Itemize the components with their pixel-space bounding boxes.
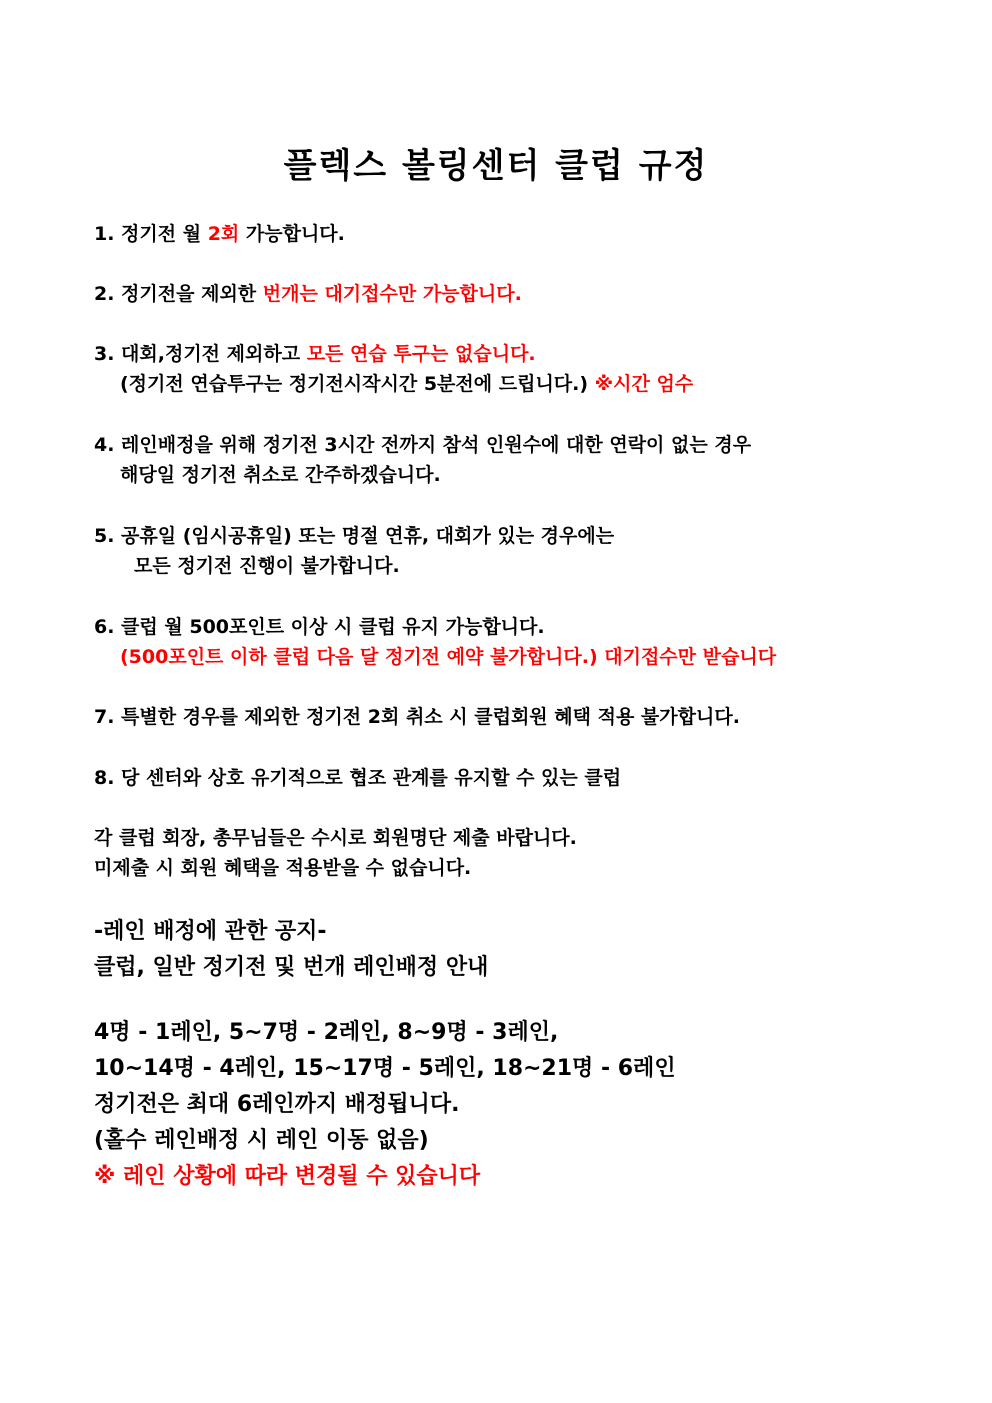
lane-notice-subheader: 클럽, 일반 정기전 및 번개 레인배정 안내 [94,955,489,980]
rule-3-highlight: 모든 연습 투구는 없습니다. [306,343,536,365]
roster-notice-1: 각 클럽 회장, 총무님들은 수시로 회원명단 제출 바랍니다. [94,827,577,849]
rule-3 [94,342,536,366]
lane-max-notice: 정기전은 최대 6레인까지 배정됩니다. [94,1092,460,1117]
rule-1 [94,222,345,246]
rule-3-note [120,372,693,396]
lane-table-row-2: 10~14명 - 4레인, 15~17명 - 5레인, 18~21명 - 6레인 [94,1056,676,1081]
rule-7: 7. 특별한 경우를 제외한 정기전 2회 취소 시 클럽회원 혜택 적용 불가합니다. [94,706,740,728]
rule-1-highlight: 2회 [207,223,240,245]
rule-8: 8. 당 센터와 상호 유기적으로 협조 관계를 유지할 수 있는 클럽 [94,767,622,789]
rule-5: 5. 공휴일 (임시공휴일) 또는 명절 연휴, 대회가 있는 경우에는 [94,525,615,547]
rule-2-highlight: 번개는 대기접수만 가능합니다. [262,283,522,305]
rule-5-continued: 모든 정기전 진행이 불가합니다. [134,555,400,577]
lane-odd-notice: (홀수 레인배정 시 레인 이동 없음) [94,1128,429,1153]
rule-2 [94,282,522,306]
rule-1-text: 1. 정기전 월 [94,223,208,245]
roster-notice-2: 미제출 시 회원 혜택을 적용받을 수 없습니다. [94,857,472,879]
rule-3-note-text: (정기전 연습투구는 정기전시작시간 5분전에 드립니다.) [120,373,595,395]
rule-6: 6. 클럽 월 500포인트 이상 시 클럽 유지 가능합니다. [94,616,545,638]
rule-1-tail: 가능합니다. [239,223,345,245]
rule-3-note-highlight: ※시간 엄수 [594,373,694,395]
rule-4-continued: 해당일 정기전 취소로 간주하겠습니다. [120,464,441,486]
lane-table-row-1: 4명 - 1레인, 5~7명 - 2레인, 8~9명 - 3레인, [94,1020,559,1045]
document-title: 플렉스 볼링센터 클럽 규정 [283,146,709,186]
rule-4: 4. 레인배정을 위해 정기전 3시간 전까지 참석 인원수에 대한 연락이 없는 경우 [94,434,752,456]
rule-2-text: 2. 정기전을 제외한 [94,283,263,305]
rule-3-text: 3. 대회,정기전 제외하고 [94,343,307,365]
lane-notice-header: -레인 배정에 관한 공지- [94,919,327,944]
lane-change-warning: ※ 레인 상황에 따라 변경될 수 있습니다 [94,1164,481,1189]
rule-6-warning: (500포인트 이하 클럽 다음 달 정기전 예약 불가합니다.) 대기접수만 받습니다 [120,646,777,668]
